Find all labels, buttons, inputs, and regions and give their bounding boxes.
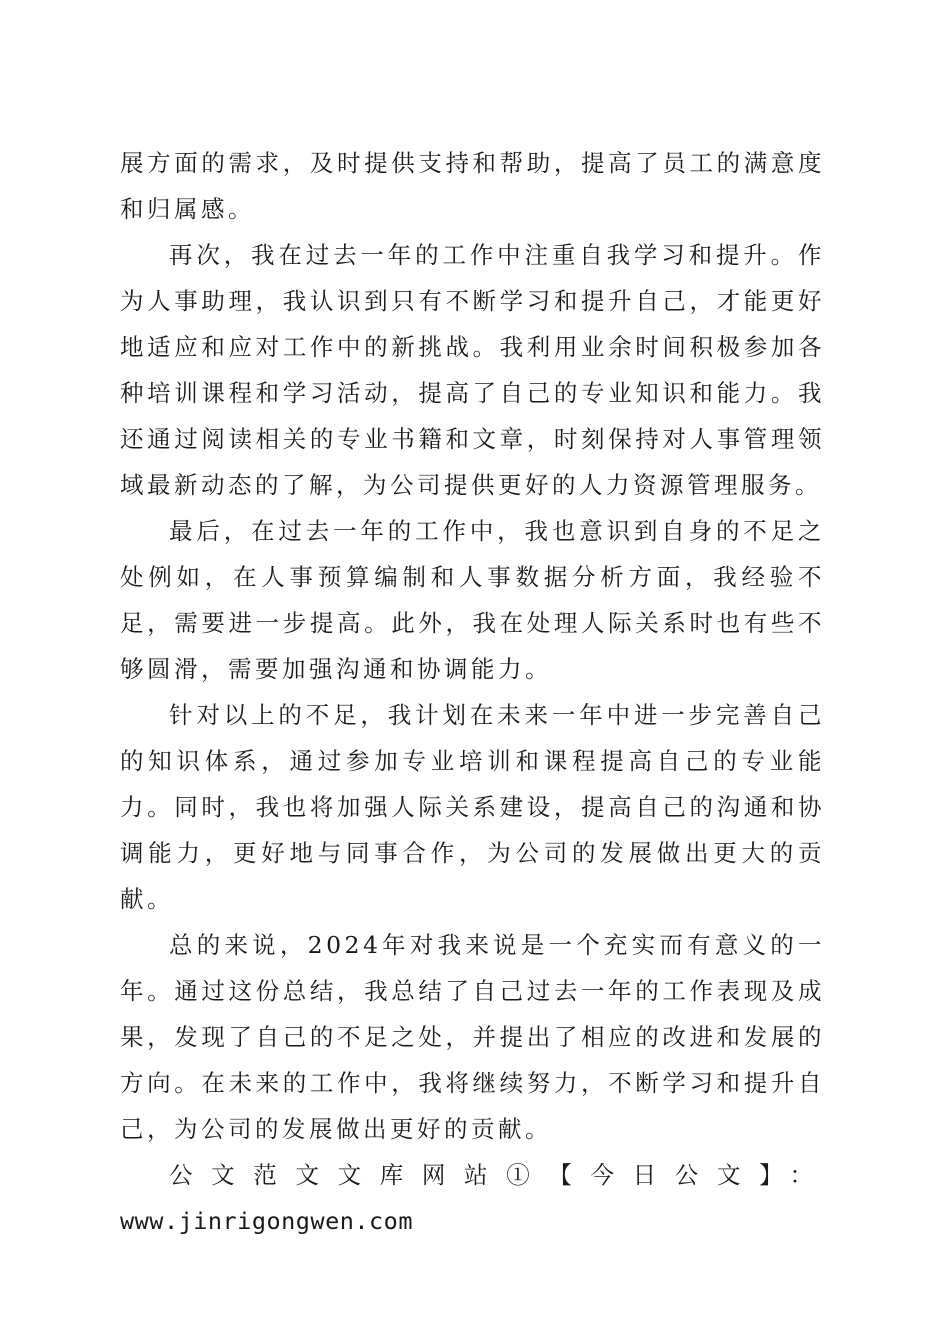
source-url-link[interactable]: www.jinrigongwen.com xyxy=(120,1207,413,1235)
paragraph-5: 总的来说，2024年对我来说是一个充实而有意义的一年。通过这份总结，我总结了自己过去一年的工作表现及成果，发现了自己的不足之处，并提出了相应的改进和发展的方向。在未来的工作中，我将继续努力，不断学习和提升自己，为公司的发展做出更好的贡献。 xyxy=(120,931,825,1143)
source-footer xyxy=(120,1152,825,1244)
source-site-label: 公文范文文库网站①【今日公文】： xyxy=(169,1161,825,1189)
paragraph-2: 再次，我在过去一年的工作中注重自我学习和提升。作为人事助理，我认识到只有不断学习和提升自己，才能更好地适应和应对工作中的新挑战。我利用业余时间积极参加各种培训课程和学习活动，提高了自己的专业知识和能力。我还通过阅读相关的专业书籍和文章，时刻保持对人事管理领域最新动态的了解，为公司提供更好的人力资源管理服务。 xyxy=(120,241,825,499)
paragraph-3: 最后，在过去一年的工作中，我也意识到自身的不足之处例如，在人事预算编制和人事数据分析方面，我经验不足，需要进一步提高。此外，我在处理人际关系时也有些不够圆滑，需要加强沟通和协调能力。 xyxy=(120,517,825,683)
paragraph-4: 针对以上的不足，我计划在未来一年中进一步完善自己的知识体系，通过参加专业培训和课程提高自己的专业能力。同时，我也将加强人际关系建设，提高自己的沟通和协调能力，更好地与同事合作，为公司的发展做出更大的贡献。 xyxy=(120,701,825,913)
document-body xyxy=(120,140,825,1244)
paragraph-1: 展方面的需求，及时提供支持和帮助，提高了员工的满意度和归属感。 xyxy=(120,149,825,223)
